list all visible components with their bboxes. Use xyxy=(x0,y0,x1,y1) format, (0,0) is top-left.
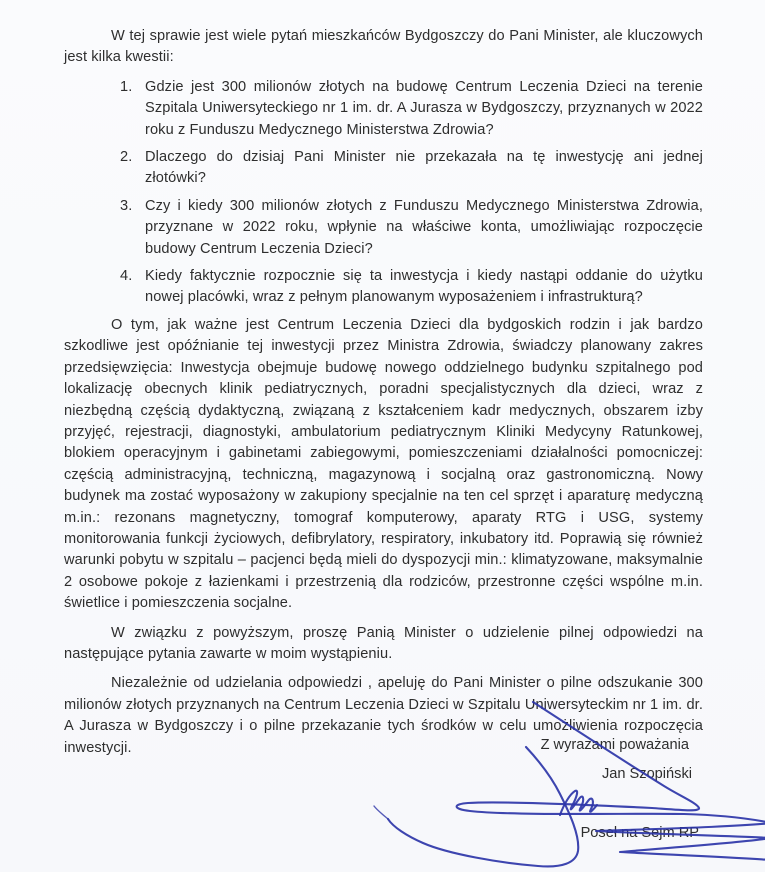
signer-name: Jan Szopiński xyxy=(601,766,692,782)
question-text: Dlaczego do dzisiaj Pani Minister nie przekazała na tę inwestycję ani jednej złotówki? xyxy=(145,149,703,187)
question-text: Czy i kiedy 300 milionów złotych z Funduszu Medycznego Ministerstwa Zdrowia, przyznane w 2022 roku, wpłynie na właściwe konta, umożliwiając rozpoczęcie budowy Centrum Leczenia Dzieci? xyxy=(145,197,703,257)
question-item-2 xyxy=(64,147,703,190)
question-item-4 xyxy=(64,266,703,309)
request-paragraph: W związku z powyższym, proszę Panią Minister o udzielenie pilnej odpowiedzi na następujące pytania zawarte w moim wystąpieniu. xyxy=(64,624,703,662)
appeal-paragraph: Niezależnie od udzielania odpowiedzi , apeluję do Pani Minister o pilne odszukanie 300 milionów złotych przyznanych na Centrum Leczenia Dzieci w Szpitalu Uniwersyteckim nr 1 im. dr. A Jurasza w Bydgoszczy i o pilne przekazanie tych środków w celu umożliwienia rozpoczęcia inwestycji. xyxy=(64,675,703,756)
question-text: Gdzie jest 300 milionów złotych na budowę Centrum Leczenia Dzieci na terenie Szpitala Uniwersyteckiego nr 1 im. dr. A Jurasza w Bydgoszczy, przyznanych w 2022 roku z Funduszu Medycznego Ministerstwa Zdrowia? xyxy=(145,78,703,138)
scope-paragraph: O tym, jak ważne jest Centrum Leczenia Dzieci dla bydgoskich rodzin i jak bardzo szkodliwe jest opóźnianie tej inwestycji przez Ministra Zdrowia, świadczy planowany zakres przedsięwzięcia: Inwestycja obejmuje budowę nowego oddzielnego budynku szpitalnego pod lokalizację obecnych klinik pediatrycznych, poradni specjalistycznych dla dzieci, wraz z niezbędną częścią dydaktyczną, związaną z kształceniem kadr medycznych, obszarem izby przyjęć, rejestracji, diagnostyki, ambulatorium pediatrycznym Kliniki Medycyny Ratunkowej, blokiem operacyjnym i gabinetami zabiegowymi, pomieszczeniami działalności pomocniczej: częścią administracyjną, techniczną, magazynową i socjalną oraz gastronomiczną. Nowy budynek ma zostać wyposażony w zakupiony specjalnie na ten cel sprzęt i aparaturę medyczną m.in.: rezonans magnetyczny, tomograf komputerowy, aparaty RTG i USG, systemy monitorowania funkcji życiowych, defibrylatory, respiratory, inkubatory itd. Poprawią się również warunki pobytu w szpitalu – pacjenci będą mieli do dyspozycji min.: klimatyzowane, maksymalnie 2 osobowe pokoje z łazienkami i przestrzenią dla rodziców, przestronne części wspólne m.in. świetlice i pomieszczenia socjalne. xyxy=(64,316,703,612)
question-text: Kiedy faktycznie rozpocznie się ta inwestycja i kiedy nastąpi oddanie do użytku nowej placówki, wraz z pełnym planowanym wyposażeniem i infrastrukturą? xyxy=(145,268,703,306)
question-number: 2. xyxy=(120,149,133,166)
letter-body xyxy=(64,26,703,767)
questions-list xyxy=(64,77,703,309)
question-number: 3. xyxy=(120,197,133,214)
closing-salutation: Z wyrazami poważania xyxy=(540,737,689,753)
signer-title: Poseł na Sejm RP xyxy=(580,825,699,841)
intro-paragraph: W tej sprawie jest wiele pytań mieszkańców Bydgoszczy do Pani Minister, ale kluczowych jest kilka kwestii: xyxy=(64,28,703,66)
question-number: 1. xyxy=(120,78,133,95)
question-item-3 xyxy=(64,196,703,260)
question-number: 4. xyxy=(120,268,133,285)
question-item-1 xyxy=(64,77,703,141)
